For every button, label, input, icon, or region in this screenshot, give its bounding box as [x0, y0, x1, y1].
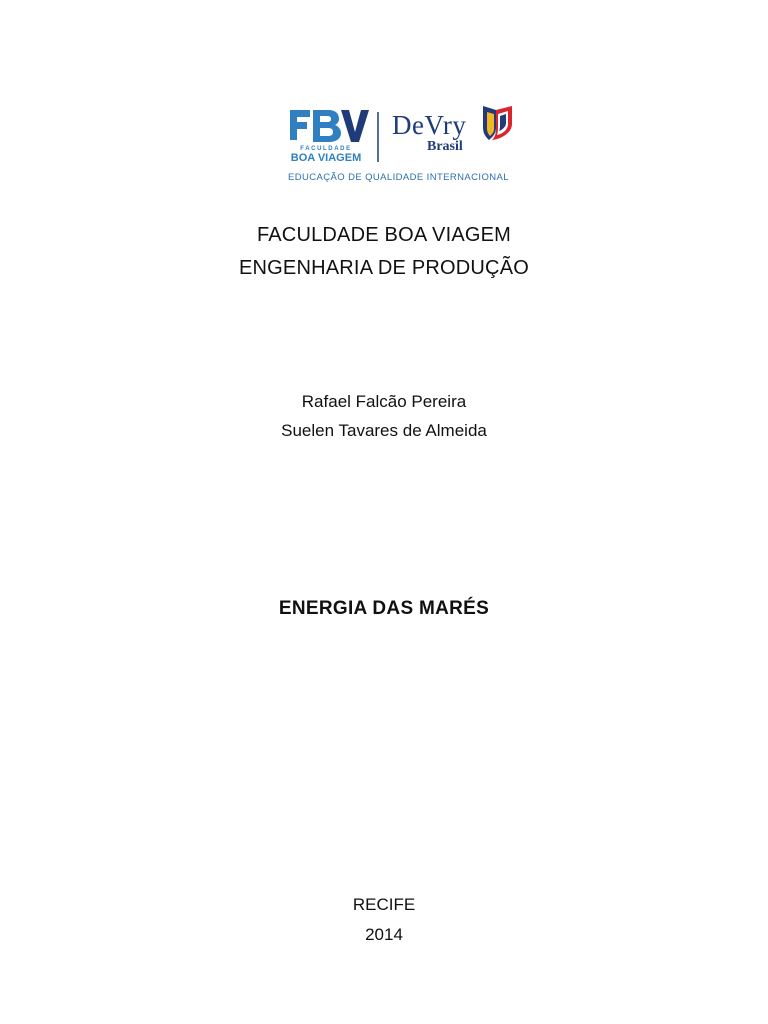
- institution-name: FACULDADE BOA VIAGEM: [256, 224, 512, 246]
- fbv-boa-viagem-label: BOA VIAGEM: [290, 152, 362, 164]
- author-1: Rafael Falcão Pereira: [301, 392, 467, 411]
- fbv-faculdade-label: FACULDADE: [300, 146, 352, 152]
- year-label: 2014: [365, 925, 403, 944]
- work-title: ENERGIA DAS MARÉS: [278, 598, 490, 619]
- city-label: RECIFE: [352, 895, 416, 914]
- logo-tagline: EDUCAÇÃO DE QUALIDADE INTERNACIONAL: [288, 172, 509, 183]
- devry-shield-icon: [483, 106, 512, 140]
- devry-wordmark: DeVry: [392, 110, 467, 140]
- devry-brasil-label: Brasil: [427, 139, 463, 154]
- author-2: Suelen Tavares de Almeida: [281, 421, 487, 440]
- fbv-letters-mark: [290, 110, 369, 142]
- course-name: ENGENHARIA DE PRODUÇÃO: [238, 257, 529, 279]
- institution-logo: [286, 102, 518, 186]
